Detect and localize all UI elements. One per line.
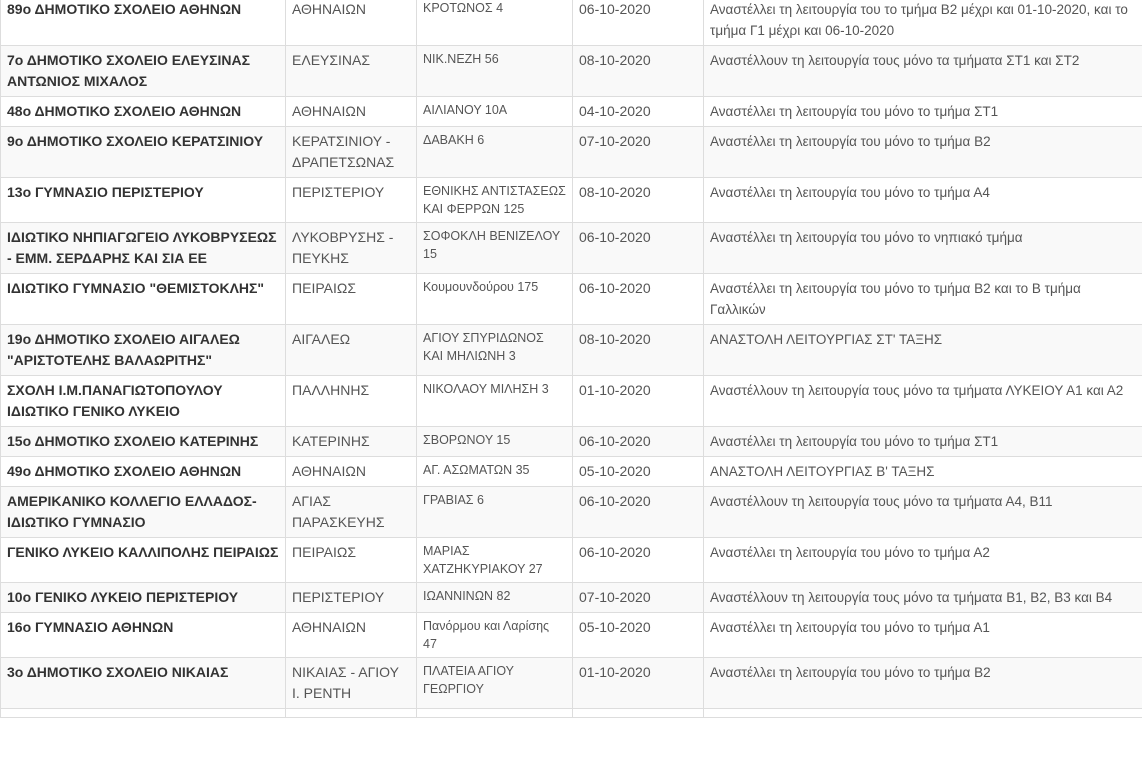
table-row [1, 178, 1142, 223]
table-body [1, 0, 1142, 718]
address-cell: ΑΓΙΟΥ ΣΠΥΡΙΔΩΝΟΣ ΚΑΙ ΜΗΛΙΩΝΗ 3 [417, 325, 573, 376]
table-row [1, 127, 1142, 178]
suspension-note-cell: Αναστέλλει τη λειτουργία του το τμήμα Β2 μέχρι και 01-10-2020, και το τμήμα Γ1 μέχρι και 06-10-2020 [704, 0, 1142, 46]
address-cell: ΝΙΚΟΛΑΟΥ ΜΙΛΗΣΗ 3 [417, 376, 573, 427]
school-name-cell [1, 709, 286, 718]
suspension-note-cell: Αναστέλλουν τη λειτουργία τους μόνο τα τμήματα Β1, Β2, Β3 και Β4 [704, 583, 1142, 613]
date-cell [573, 709, 704, 718]
municipality-cell: ΠΕΙΡΑΙΩΣ [286, 538, 417, 583]
address-cell: ΝΙΚ.ΝΕΖΗ 56 [417, 46, 573, 97]
address-cell: ΕΘΝΙΚΗΣ ΑΝΤΙΣΤΑΣΕΩΣ ΚΑΙ ΦΕΡΡΩΝ 125 [417, 178, 573, 223]
table-row [1, 46, 1142, 97]
suspension-note-cell: Αναστέλλουν τη λειτουργία τους μόνο τα τμήματα Α4, Β11 [704, 487, 1142, 538]
municipality-cell: ΕΛΕΥΣΙΝΑΣ [286, 46, 417, 97]
date-cell: 07-10-2020 [573, 583, 704, 613]
table-row [1, 376, 1142, 427]
address-cell: ΑΙΛΙΑΝΟΥ 10Α [417, 97, 573, 127]
date-cell: 06-10-2020 [573, 487, 704, 538]
address-cell: ΙΩΑΝΝΙΝΩΝ 82 [417, 583, 573, 613]
suspension-note-cell: ΑΝΑΣΤΟΛΗ ΛΕΙΤΟΥΡΓΙΑΣ ΣΤ' ΤΑΞΗΣ [704, 325, 1142, 376]
municipality-cell: ΑΘΗΝΑΙΩΝ [286, 97, 417, 127]
date-cell: 06-10-2020 [573, 223, 704, 274]
date-cell: 01-10-2020 [573, 376, 704, 427]
school-name-cell: 49ο ΔΗΜΟΤΙΚΟ ΣΧΟΛΕΙΟ ΑΘΗΝΩΝ [1, 457, 286, 487]
school-name-cell: 16ο ΓΥΜΝΑΣΙΟ ΑΘΗΝΩΝ [1, 613, 286, 658]
suspension-note-cell: Αναστέλλει τη λειτουργία του μόνο το τμήμα ΣΤ1 [704, 97, 1142, 127]
table-row [1, 583, 1142, 613]
table-row [1, 487, 1142, 538]
address-cell: ΜΑΡΙΑΣ ΧΑΤΖΗΚΥΡΙΑΚΟΥ 27 [417, 538, 573, 583]
date-cell: 08-10-2020 [573, 325, 704, 376]
suspension-note-cell [704, 709, 1142, 718]
address-cell: Κουμουνδούρου 175 [417, 274, 573, 325]
table-row [1, 0, 1142, 46]
municipality-cell: ΠΑΛΛΗΝΗΣ [286, 376, 417, 427]
table-row [1, 457, 1142, 487]
school-name-cell: ΣΧΟΛΗ Ι.Μ.ΠΑΝΑΓΙΩΤΟΠΟΥΛΟΥ ΙΔΙΩΤΙΚΟ ΓΕΝΙΚΟ ΛΥΚΕΙΟ [1, 376, 286, 427]
municipality-cell: ΑΘΗΝΑΙΩΝ [286, 0, 417, 46]
school-name-cell: 13ο ΓΥΜΝΑΣΙΟ ΠΕΡΙΣΤΕΡΙΟΥ [1, 178, 286, 223]
address-cell: ΣΟΦΟΚΛΗ ΒΕΝΙΖΕΛΟΥ 15 [417, 223, 573, 274]
address-cell: ΚΡΟΤΩΝΟΣ 4 [417, 0, 573, 46]
address-cell: Πανόρμου και Λαρίσης 47 [417, 613, 573, 658]
address-cell: ΠΛΑΤΕΙΑ ΑΓΙΟΥ ΓΕΩΡΓΙΟΥ [417, 658, 573, 709]
school-name-cell: 15ο ΔΗΜΟΤΙΚΟ ΣΧΟΛΕΙΟ ΚΑΤΕΡΙΝΗΣ [1, 427, 286, 457]
date-cell: 06-10-2020 [573, 427, 704, 457]
date-cell: 05-10-2020 [573, 613, 704, 658]
school-name-cell: 48ο ΔΗΜΟΤΙΚΟ ΣΧΟΛΕΙΟ ΑΘΗΝΩΝ [1, 97, 286, 127]
table-row [1, 223, 1142, 274]
municipality-cell: ΝΙΚΑΙΑΣ - ΑΓΙΟΥ Ι. ΡΕΝΤΗ [286, 658, 417, 709]
date-cell: 05-10-2020 [573, 457, 704, 487]
table-row [1, 274, 1142, 325]
table-row [1, 538, 1142, 583]
table-row [1, 613, 1142, 658]
municipality-cell: ΑΘΗΝΑΙΩΝ [286, 613, 417, 658]
date-cell: 06-10-2020 [573, 274, 704, 325]
municipality-cell: ΑΓΙΑΣ ΠΑΡΑΣΚΕΥΗΣ [286, 487, 417, 538]
municipality-cell: ΑΘΗΝΑΙΩΝ [286, 457, 417, 487]
municipality-cell: ΠΕΙΡΑΙΩΣ [286, 274, 417, 325]
table-row [1, 97, 1142, 127]
suspension-note-cell: Αναστέλλουν τη λειτουργία τους μόνο τα τμήματα ΛΥΚΕΙΟΥ Α1 και Α2 [704, 376, 1142, 427]
date-cell: 06-10-2020 [573, 538, 704, 583]
suspension-note-cell: Αναστέλλει τη λειτουργία του μόνο το τμήμα Α4 [704, 178, 1142, 223]
suspension-note-cell: Αναστέλλει τη λειτουργία του μόνο το τμήμα Α2 [704, 538, 1142, 583]
address-cell: ΔΑΒΑΚΗ 6 [417, 127, 573, 178]
table-row [1, 427, 1142, 457]
suspension-note-cell: Αναστέλλουν τη λειτουργία τους μόνο τα τμήματα ΣΤ1 και ΣΤ2 [704, 46, 1142, 97]
municipality-cell: ΛΥΚΟΒΡΥΣΗΣ - ΠΕΥΚΗΣ [286, 223, 417, 274]
school-name-cell: 3ο ΔΗΜΟΤΙΚΟ ΣΧΟΛΕΙΟ ΝΙΚΑΙΑΣ [1, 658, 286, 709]
school-name-cell: ΓΕΝΙΚΟ ΛΥΚΕΙΟ ΚΑΛΛΙΠΟΛΗΣ ΠΕΙΡΑΙΩΣ [1, 538, 286, 583]
school-name-cell: 9ο ΔΗΜΟΤΙΚΟ ΣΧΟΛΕΙΟ ΚΕΡΑΤΣΙΝΙΟΥ [1, 127, 286, 178]
school-name-cell: ΙΔΙΩΤΙΚΟ ΝΗΠΙΑΓΩΓΕΙΟ ΛΥΚΟΒΡΥΣΕΩΣ - ΕΜΜ. ΣΕΡΔΑΡΗΣ ΚΑΙ ΣΙΑ ΕΕ [1, 223, 286, 274]
suspension-note-cell: Αναστέλλει τη λειτουργία του μόνο το νηπιακό τμήμα [704, 223, 1142, 274]
school-name-cell: ΙΔΙΩΤΙΚΟ ΓΥΜΝΑΣΙΟ "ΘΕΜΙΣΤΟΚΛΗΣ" [1, 274, 286, 325]
school-name-cell: 7ο ΔΗΜΟΤΙΚΟ ΣΧΟΛΕΙΟ ΕΛΕΥΣΙΝΑΣ ΑΝΤΩΝΙΟΣ ΜΙΧΑΛΟΣ [1, 46, 286, 97]
date-cell: 01-10-2020 [573, 658, 704, 709]
address-cell: ΓΡΑΒΙΑΣ 6 [417, 487, 573, 538]
school-name-cell: 19ο ΔΗΜΟΤΙΚΟ ΣΧΟΛΕΙΟ ΑΙΓΑΛΕΩ "ΑΡΙΣΤΟΤΕΛΗΣ ΒΑΛΑΩΡΙΤΗΣ" [1, 325, 286, 376]
address-cell: ΣΒΟΡΩΝΟΥ 15 [417, 427, 573, 457]
date-cell: 08-10-2020 [573, 178, 704, 223]
table-row [1, 325, 1142, 376]
table-row [1, 709, 1142, 718]
suspension-note-cell: Αναστέλλει τη λειτουργία του μόνο το τμήμα Β2 και το Β τμήμα Γαλλικών [704, 274, 1142, 325]
table-row [1, 658, 1142, 709]
suspension-note-cell: Αναστέλλει τη λειτουργία του μόνο το τμήμα Β2 [704, 658, 1142, 709]
municipality-cell: ΠΕΡΙΣΤΕΡΙΟΥ [286, 178, 417, 223]
school-name-cell: ΑΜΕΡΙΚΑΝΙΚΟ ΚΟΛΛΕΓΙΟ ΕΛΛΑΔΟΣ-ΙΔΙΩΤΙΚΟ ΓΥΜΝΑΣΙΟ [1, 487, 286, 538]
address-cell [417, 709, 573, 718]
date-cell: 04-10-2020 [573, 97, 704, 127]
municipality-cell [286, 709, 417, 718]
date-cell: 08-10-2020 [573, 46, 704, 97]
municipality-cell: ΑΙΓΑΛΕΩ [286, 325, 417, 376]
suspension-note-cell: Αναστέλλει τη λειτουργία του μόνο το τμήμα ΣΤ1 [704, 427, 1142, 457]
school-name-cell: 89ο ΔΗΜΟΤΙΚΟ ΣΧΟΛΕΙΟ ΑΘΗΝΩΝ [1, 0, 286, 46]
suspension-note-cell: Αναστέλλει τη λειτουργία του μόνο το τμήμα Α1 [704, 613, 1142, 658]
address-cell: ΑΓ. ΑΣΩΜΑΤΩΝ 35 [417, 457, 573, 487]
school-name-cell: 10ο ΓΕΝΙΚΟ ΛΥΚΕΙΟ ΠΕΡΙΣΤΕΡΙΟΥ [1, 583, 286, 613]
date-cell: 06-10-2020 [573, 0, 704, 46]
suspension-note-cell: ΑΝΑΣΤΟΛΗ ΛΕΙΤΟΥΡΓΙΑΣ Β' ΤΑΞΗΣ [704, 457, 1142, 487]
municipality-cell: ΚΑΤΕΡΙΝΗΣ [286, 427, 417, 457]
suspension-note-cell: Αναστέλλει τη λειτουργία του μόνο το τμήμα Β2 [704, 127, 1142, 178]
municipality-cell: ΠΕΡΙΣΤΕΡΙΟΥ [286, 583, 417, 613]
municipality-cell: ΚΕΡΑΤΣΙΝΙΟΥ - ΔΡΑΠΕΤΣΩΝΑΣ [286, 127, 417, 178]
date-cell: 07-10-2020 [573, 127, 704, 178]
